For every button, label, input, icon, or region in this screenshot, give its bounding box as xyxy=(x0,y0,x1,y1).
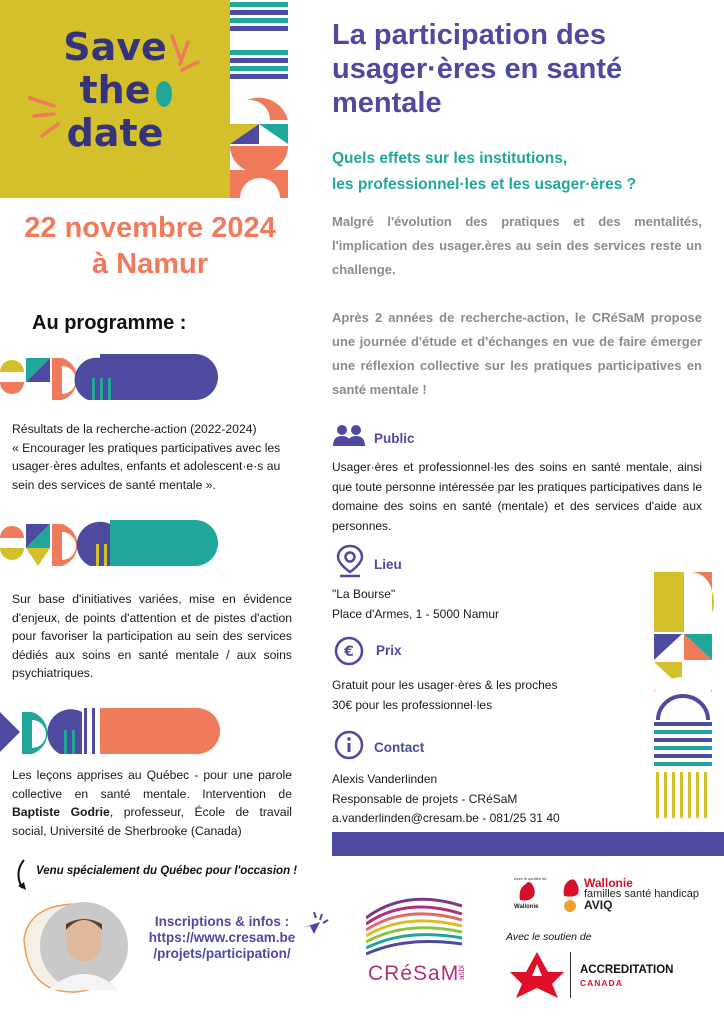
section-prix-heading: Prix xyxy=(376,643,402,658)
cursor-click-icon xyxy=(298,908,334,938)
registration-link[interactable]: https://www.cresam.be xyxy=(148,930,296,945)
speaker-photo xyxy=(14,900,130,996)
section-public-heading: Public xyxy=(374,431,415,446)
page-title: La participation des usager·ères en santé mentale xyxy=(332,19,623,119)
program-item-3: Les leçons apprises au Québec - pour une parole collective en santé mentale. Intervention de Baptiste Godrie, professeur, École de travail social, Université de Sherbrooke (Canada) xyxy=(12,768,292,838)
cresam-asbl: asbl xyxy=(456,965,466,980)
program-title: Au programme : xyxy=(32,312,187,334)
program-item-2: Sur base d'initiatives variées, mise en évidence d'enjeux, de points d'attention et de pistes d'action pour favoriser la participation au sein des services dédiés aux soins en santé mentale / aux soins psychiatriques. xyxy=(12,592,292,680)
contact-email[interactable]: a.vanderlinden@cresam.be - 081/25 31 40 xyxy=(332,811,560,825)
speaker-name: Baptiste Godrie xyxy=(12,805,110,819)
location-pin-icon xyxy=(336,544,364,578)
program-item-1: Résultats de la recherche-action (2022-2024) « Encourager les pratiques participatives avec les usager·ères adultes, enfants et adolescent·e·s au sein des services de santé mentale ». xyxy=(12,422,281,492)
pattern-strip-top xyxy=(230,0,290,200)
section-contact-heading: Contact xyxy=(374,740,425,755)
info-icon xyxy=(334,730,364,760)
aviq-logo-icon xyxy=(560,878,582,914)
bottom-color-bar xyxy=(332,832,724,856)
wallonie-rooster-logo xyxy=(516,880,538,904)
quebec-note: Venu spécialement du Québec pour l'occasion ! xyxy=(36,865,298,877)
cresam-logo-waves xyxy=(366,888,466,960)
page-subtitle: Quels effets sur les institutions, les professionnel·les et les usager·ères ? xyxy=(332,150,637,193)
section-contact-text: Alexis Vanderlinden Responsable de projets - CRéSaM a.vanderlinden@cresam.be - 081/25 31 40 xyxy=(332,770,632,829)
section-lieu-heading: Lieu xyxy=(374,557,402,572)
svg-text:€: € xyxy=(344,644,354,660)
pattern-bar-2 xyxy=(0,520,220,566)
pattern-strip-right xyxy=(654,572,714,822)
section-public-text: Usager·ères et professionnel·les des soins en santé mentale, ainsi que toute personne intéressée par les pratiques participatives dans le domaine des soins en santé (mentale) et des services d'aide aux personnes. xyxy=(332,460,702,533)
intro-paragraph-2: Après 2 années de recherche-action, le CRéSaM propose une journée d'étude et d'échanges en vue de faire émerger une réflexion collective sur les pratiques participatives en santé mentale ! xyxy=(332,310,702,397)
sparkle-decoration xyxy=(20,25,220,158)
registration-link-path[interactable]: /projets/participation/ xyxy=(153,946,291,961)
people-icon xyxy=(332,420,366,454)
wallonie-label: Wallonie xyxy=(514,904,539,910)
support-label: Avec le soutien de xyxy=(506,931,592,943)
intro-paragraph-1: Malgré l'évolution des pratiques et des mentalités, l'implication des usager.ères au sein des services reste un challenge. xyxy=(332,214,702,277)
pattern-bar-1 xyxy=(0,354,218,400)
section-prix-text: Gratuit pour les usager·ères & les proches 30€ pour les professionnel·les xyxy=(332,678,558,712)
pattern-bar-3 xyxy=(0,708,222,754)
accreditation-canada-logo-icon xyxy=(508,950,566,998)
aviq-logo-text: Wallonie familles santé handicap AVIQ xyxy=(584,876,699,912)
cresam-logo-text: CRéSaM xyxy=(368,962,460,985)
accreditation-divider xyxy=(570,952,571,998)
curved-arrow-icon xyxy=(12,858,32,894)
euro-icon xyxy=(334,636,364,666)
save-the-date-text: Save the date xyxy=(63,25,167,155)
event-date: 22 novembre 2024 à Namur xyxy=(24,212,276,280)
section-lieu-text: "La Bourse" Place d'Armes, 1 - 5000 Namur xyxy=(332,587,500,621)
registration-info: Inscriptions & infos : https://www.cresam.be /projets/participation/ xyxy=(142,914,302,962)
accreditation-canada-text: ACCREDITATION CANADA xyxy=(580,964,674,988)
wallonie-support-small: Avec le soutien de xyxy=(514,876,547,881)
